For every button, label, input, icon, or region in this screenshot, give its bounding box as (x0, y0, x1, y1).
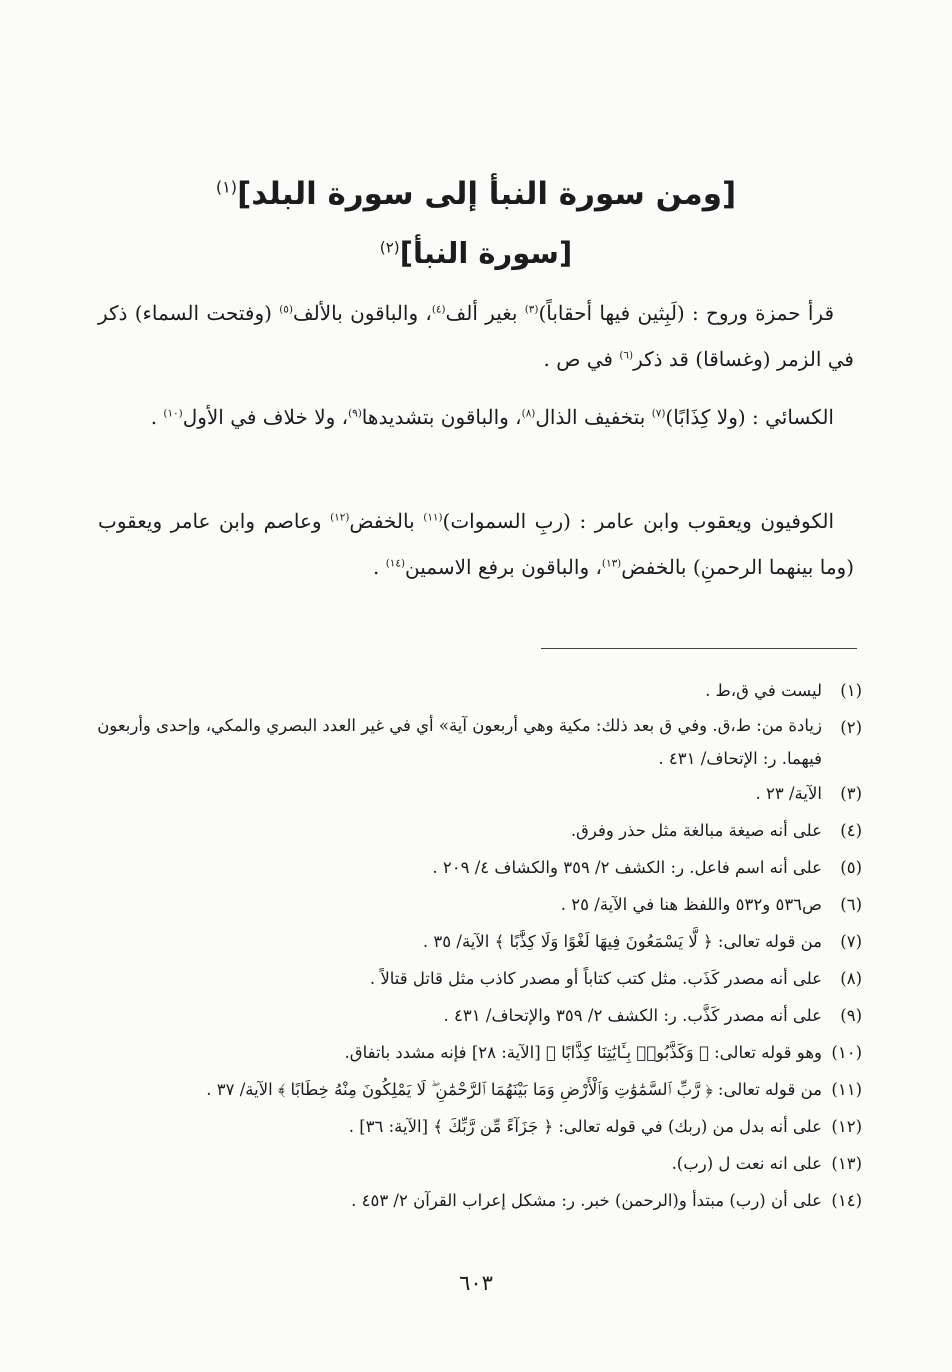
footnote-ref: (٢) (379, 238, 400, 257)
footnote-number: (٣) (840, 784, 862, 803)
footnote-ref: (١٣) (601, 557, 622, 570)
footnote-number: (٦) (840, 895, 862, 914)
footnote-text: زيادة من: ط،ق. وفي ق بعد ذلك: مكية وهي أربعون آية» أي في غير العدد البصري والمكي، وإحدى وأربعون فيهما. ر: الإتحاف/ ٤٣١ . (97, 716, 822, 768)
body-paragraph (98, 498, 854, 590)
text-run: وعاصم وابن عامر ويعقوب (وما بينهما الرحمنِ) بالخفض (98, 509, 854, 579)
footnote-text: من قوله تعالى: ﴿ لَّا يَسْمَعُونَ فِيهَا لَغْوًا وَلَا كِذَّٰبًا ﴾ الآية/ ٣٥ . (422, 932, 822, 951)
footnote-ref: (٦) (619, 349, 634, 362)
footnote-item (80, 923, 862, 960)
footnote-ref: (١١) (423, 511, 443, 524)
footnote-number: (٢) (840, 718, 862, 737)
footnote-text: على أنه بدل من (ربك) في قوله تعالى: ﴿ جَزَآءً مِّن رَّبِّكَ ﴾ [الآية: ٣٦] . (348, 1117, 822, 1136)
text-run: الكوفيون ويعقوب وابن عامر : (ربِ السموات) (442, 509, 835, 533)
footnote-number: (١) (840, 681, 862, 700)
footnote-ref: (١٢) (330, 511, 350, 524)
text-run: . (373, 555, 386, 579)
footnote-ref: (٤) (431, 303, 446, 316)
footnote-item (80, 1108, 862, 1145)
footnote-number: (٤) (840, 821, 862, 840)
footnote-text: من قوله تعالى: ﴿ رَّبِّ ٱلسَّمَٰوَٰتِ وَٱلْأَرْضِ وَمَا بَيْنَهُمَا ٱلرَّحْمَٰنِ ۖ لَا يَمْلِكُونَ مِنْهُ خِطَابًا ﴾ الآية/ ٣٧ . (206, 1080, 822, 1099)
footnote-number: (٧) (840, 932, 862, 951)
footnote-text: على انه نعت ل (رب). (671, 1154, 822, 1173)
footnote-ref: (٣) (524, 303, 539, 316)
footnote-item (80, 886, 862, 923)
body-paragraph (98, 394, 854, 440)
page-number: ٦٠٣ (459, 1271, 493, 1295)
footnote-item (80, 672, 862, 709)
footnote-text: على أن (رب) مبتدأ و(الرحمن) خبر. ر: مشكل إعراب القرآن ٢/ ٤٥٣ . (351, 1191, 822, 1210)
footnote-ref: (١٤) (385, 557, 406, 570)
footnote-text: على أنه اسم فاعل. ر: الكشف ٢/ ٣٥٩ والكشاف ٤/ ٢٠٩ . (432, 858, 822, 877)
footnote-divider (541, 648, 857, 649)
footnote-list (80, 672, 862, 1219)
footnote-ref: (٨) (521, 407, 536, 420)
footnote-item (80, 775, 862, 812)
footnote-item (80, 1071, 862, 1108)
footnote-item (80, 812, 862, 849)
text-run: بالخفض (349, 509, 424, 533)
footnote-item (80, 997, 862, 1034)
footnote-ref: (٧) (651, 407, 666, 420)
footnote-number: (٥) (840, 858, 862, 877)
text-run: (وفتحت السماء) ذكر في الزمر (وغساقا) قد ذكر (98, 301, 854, 371)
chapter-heading-text: [ومن سورة النبأ إلى سورة البلد] (237, 176, 737, 212)
footnote-number: (١١) (831, 1080, 862, 1099)
chapter-heading (100, 172, 852, 216)
text-run: . (150, 405, 164, 429)
text-run: بغير ألف (445, 301, 525, 325)
footnote-text: على أنه صيغة مبالغة مثل حذر وفرق. (570, 821, 822, 840)
footnote-text: على أنه مصدر كَذَّب. ر: الكشف ٢/ ٣٥٩ والإتحاف/ ٤٣١ . (443, 1006, 822, 1025)
footnote-text: ليست في ق،ط . (705, 681, 822, 700)
footnote-item (80, 1034, 862, 1071)
text-run: بتخفيف الذال (535, 405, 652, 429)
footnote-ref: (٥) (279, 303, 293, 316)
footnote-number: (١٤) (831, 1191, 862, 1210)
footnote-number: (١٠) (831, 1043, 862, 1062)
footnote-number: (١٢) (831, 1117, 862, 1136)
surah-heading-text: [سورة النبأ] (399, 236, 573, 270)
text-run: الكسائي : (ولا كِذَابًا) (665, 405, 834, 429)
footnote-item (80, 1182, 862, 1219)
text-run: ، ولا خلاف في الأول (182, 405, 349, 429)
footnote-ref: (١٠) (163, 407, 183, 420)
footnote-number: (٨) (840, 969, 862, 988)
text-run: ، والباقون برفع الاسمين (405, 555, 602, 579)
footnote-number: (٩) (840, 1006, 862, 1025)
surah-heading (100, 232, 852, 274)
footnote-text: على أنه مصدر كَذَب. مثل كتب كتاباً أو مصدر كاذب مثل قاتل قتالاً . (369, 969, 822, 988)
footnote-item (80, 960, 862, 997)
footnote-text: وهو قوله تعالى: ﴿ وَكَذَّبُوا۟ بِـَٔايَٰتِنَا كِذَّابًا ﴾ [الآية: ٢٨] فإنه مشدد باتفاق. (344, 1043, 822, 1062)
footnote-item (80, 1145, 862, 1182)
text-run: ، والباقون بتشديدها (361, 405, 522, 429)
footnote-ref: (٩) (348, 407, 362, 420)
footnote-ref: (١) (215, 177, 238, 197)
text-run: ، والباقون بالألف (292, 301, 432, 325)
footnote-number: (١٣) (831, 1154, 862, 1173)
footnote-text: الآية/ ٢٣ . (755, 784, 822, 803)
footnote-item (80, 849, 862, 886)
text-run: في ص . (543, 347, 620, 371)
text-run: قرأ حمزة وروح : (لَبِثين فيها أحقاباً) (538, 301, 835, 325)
body-paragraph (98, 290, 854, 382)
footnote-text: ص٥٣٦ و٥٣٢ واللفظ هنا في الآية/ ٢٥ . (560, 895, 822, 914)
footnote-item (80, 709, 862, 775)
